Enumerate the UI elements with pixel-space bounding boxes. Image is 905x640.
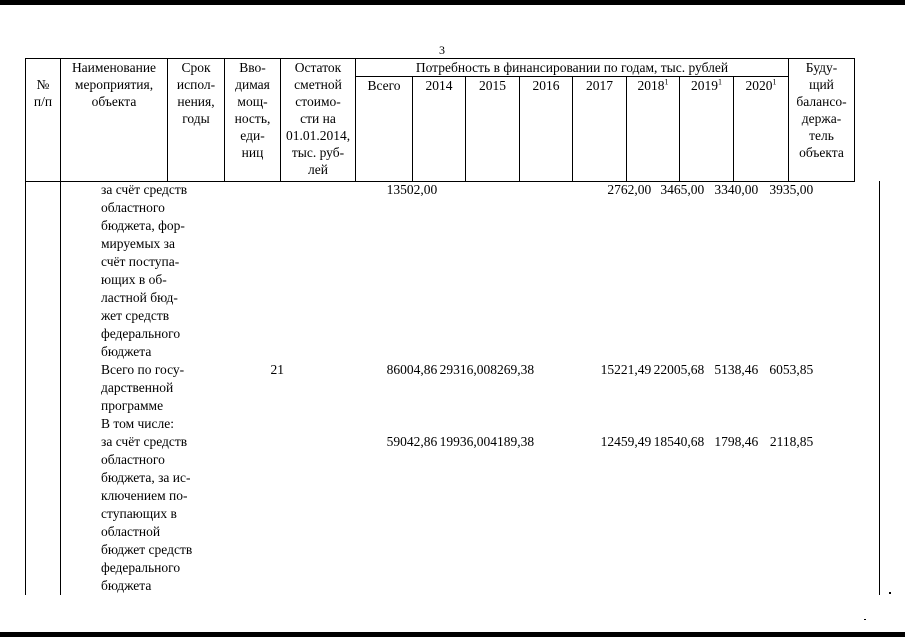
header-name-cell	[61, 59, 168, 182]
header-holder-line: щий	[809, 77, 834, 92]
row-name-line: бюджета, фор-	[101, 218, 185, 233]
row-2019: 1798,46	[714, 434, 759, 449]
row-capacity: 21	[270, 362, 284, 377]
row-total: 86004,86	[386, 362, 438, 377]
row-2020: 2118,85	[769, 434, 814, 449]
row-name-line: бюджета	[101, 578, 152, 593]
row-2017: 2762,00	[607, 182, 652, 197]
header-balance-line: сти на	[300, 111, 336, 126]
row-2015: 4189,38	[490, 434, 535, 449]
row-2015: 8269,38	[490, 362, 535, 377]
header-capacity-line: ность,	[234, 111, 271, 126]
header-name-line: объекта	[91, 94, 137, 109]
header-balance-cell	[281, 59, 356, 182]
row-2014: 19936,00	[439, 434, 491, 449]
header-year-2015: 2015	[466, 77, 520, 182]
row-2016	[544, 361, 597, 433]
header-term-line: испол-	[176, 77, 216, 92]
header-term-cell	[168, 59, 225, 182]
header-year-2014: 2014	[413, 77, 466, 182]
header-capacity-line: Вво-	[239, 60, 266, 75]
header-year-2018: 2018$^1$	[627, 77, 680, 182]
header-capacity-line: димая	[235, 77, 270, 92]
header-number-sign: №	[36, 77, 50, 92]
page-number: 3	[439, 43, 445, 57]
header-balance-line: тыс. руб-	[291, 145, 345, 160]
row-name-line: бюджет средств	[101, 542, 193, 557]
header-balance-line: 01.01.2014,	[285, 128, 351, 143]
row-2016	[544, 181, 597, 361]
row-name-line: областного	[101, 200, 165, 215]
top-border-rule	[0, 0, 905, 5]
row-name-line: за счёт средств	[101, 182, 188, 197]
row-2018: 3465,00	[660, 182, 705, 197]
row-2017: 12459,49	[600, 434, 652, 449]
row-name-line: жет средств	[101, 308, 170, 323]
row-name-line: дарственной	[101, 380, 174, 395]
header-balance-line: стоимо-	[295, 94, 341, 109]
table-row	[26, 433, 880, 595]
row-2018: 22005,68	[653, 362, 705, 377]
row-2019: 5138,46	[714, 362, 759, 377]
row-name-line: В том числе:	[101, 416, 174, 431]
row-name-line: ступающих в	[101, 506, 177, 521]
row-2014	[437, 181, 490, 361]
row-name-line: ющих в об-	[101, 272, 167, 287]
row-total: 13502,00	[386, 182, 438, 197]
row-name-line: мируемых за	[101, 236, 175, 251]
header-capacity-line: мощ-	[237, 94, 268, 109]
row-name-line: счёт поступа-	[101, 254, 180, 269]
header-holder-line: Буду-	[805, 60, 838, 75]
row-name-line: областного	[101, 452, 165, 467]
header-year-2020: 2020$^1$	[734, 77, 789, 182]
footnote-marker: 1	[664, 77, 669, 87]
row-name-line: федерального	[101, 560, 181, 575]
row-name-line: ластной бюд-	[101, 290, 178, 305]
header-balance-line: Остаток	[294, 60, 342, 75]
table-row	[26, 181, 880, 361]
row-name-line: ключением по-	[101, 488, 188, 503]
row-2020: 3935,00	[769, 182, 814, 197]
header-number-cell	[26, 59, 61, 182]
header-capacity-line: ниц	[241, 145, 264, 160]
header-capacity-line: еди-	[240, 128, 265, 143]
row-capacity	[249, 181, 305, 361]
row-name-line: бюджета	[101, 344, 152, 359]
row-name-line: федерального	[101, 326, 181, 341]
header-year-2019: 2019$^1$	[680, 77, 734, 182]
header-holder-cell	[789, 59, 855, 182]
header-holder-line: балансо-	[796, 94, 847, 109]
row-name-line: бюджета, за ис-	[101, 470, 191, 485]
row-name-line: за счёт средств	[101, 434, 188, 449]
scan-speck	[889, 592, 891, 594]
row-name-line: Всего по госу-	[101, 362, 185, 377]
row-2015	[490, 181, 544, 361]
row-name-line: программе	[101, 398, 164, 413]
header-balance-line: сметной	[294, 77, 342, 92]
header-holder-line: тель	[809, 128, 834, 143]
row-name-line: областной	[101, 524, 161, 539]
header-capacity-cell	[225, 59, 281, 182]
table-header	[25, 58, 855, 182]
footnote-marker: 1	[718, 77, 722, 87]
table-body	[25, 181, 880, 595]
footnote-marker: 1	[772, 77, 777, 87]
row-2016	[544, 433, 597, 595]
header-name-line: мероприятия,	[74, 77, 154, 92]
header-year-total: Всего	[356, 77, 413, 182]
bottom-border-rule	[0, 632, 905, 637]
row-name	[61, 433, 193, 595]
row-capacity	[249, 433, 305, 595]
row-name	[61, 361, 193, 433]
header-number-abbr: п/п	[33, 94, 53, 109]
row-2018: 18540,68	[653, 434, 705, 449]
row-total: 59042,86	[386, 434, 438, 449]
row-2017: 15221,49	[600, 362, 652, 377]
header-term-line: нения,	[177, 94, 215, 109]
header-term-line: годы	[182, 111, 210, 126]
header-balance-line: лей	[308, 162, 328, 177]
table-row	[26, 361, 880, 433]
row-2019: 3340,00	[714, 182, 759, 197]
header-term-line: Срок	[181, 60, 211, 75]
row-name	[61, 181, 193, 361]
scan-speck	[864, 619, 866, 620]
header-financing-need: Потребность в финансировании по годам, тыс. рублей	[356, 59, 789, 77]
header-name-line: Наименование	[71, 60, 157, 75]
header-year-2017: 2017	[573, 77, 627, 182]
row-2020: 6053,85	[769, 362, 814, 377]
header-year-2016: 2016	[520, 77, 573, 182]
header-holder-line: держа-	[801, 111, 842, 126]
header-holder-line: объекта	[799, 145, 844, 160]
row-2014: 29316,00	[439, 362, 491, 377]
